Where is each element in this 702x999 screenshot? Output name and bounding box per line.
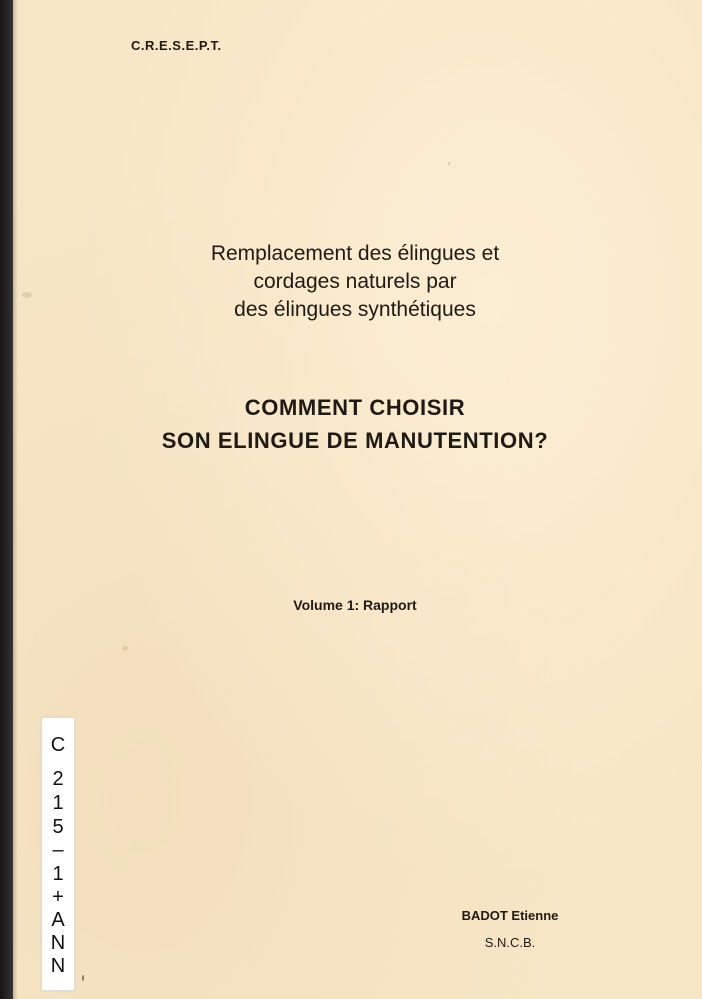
call-number-char: 1	[52, 863, 64, 885]
call-number-char: A	[51, 909, 65, 931]
author-affiliation: S.N.C.B.	[484, 935, 536, 950]
call-number-char: C	[50, 734, 66, 756]
call-number-char: N	[50, 955, 66, 977]
call-number-char: –	[52, 839, 64, 861]
call-number-char: +	[52, 886, 64, 908]
author-block	[445, 902, 575, 956]
call-number-char: 1	[52, 792, 64, 814]
subtitle-line: des élingues synthétiques	[234, 298, 476, 321]
paper-speck	[22, 292, 32, 298]
subtitle-line: Remplacement des élingues et	[210, 242, 500, 265]
title-line: SON ELINGUE DE MANUTENTION?	[161, 428, 549, 453]
volume-label: Volume 1: Rapport	[293, 597, 417, 613]
author-name: BADOT Etienne	[461, 908, 559, 923]
report-subtitle	[120, 240, 590, 324]
paper-speck	[122, 646, 128, 651]
spine-shadow	[13, 0, 18, 999]
subtitle-line: cordages naturels par	[253, 270, 457, 293]
organization-acronym: C.R.E.S.E.P.T.	[131, 38, 222, 53]
call-number-label	[41, 717, 75, 991]
call-number-char: 5	[52, 816, 64, 838]
paper-speck	[82, 975, 84, 981]
binding-spine	[0, 0, 13, 999]
paper-speck	[448, 162, 450, 165]
call-number-char: N	[50, 932, 66, 954]
title-line: COMMENT CHOISIR	[244, 395, 466, 420]
report-title	[100, 391, 610, 457]
call-number-char: 2	[52, 768, 64, 790]
